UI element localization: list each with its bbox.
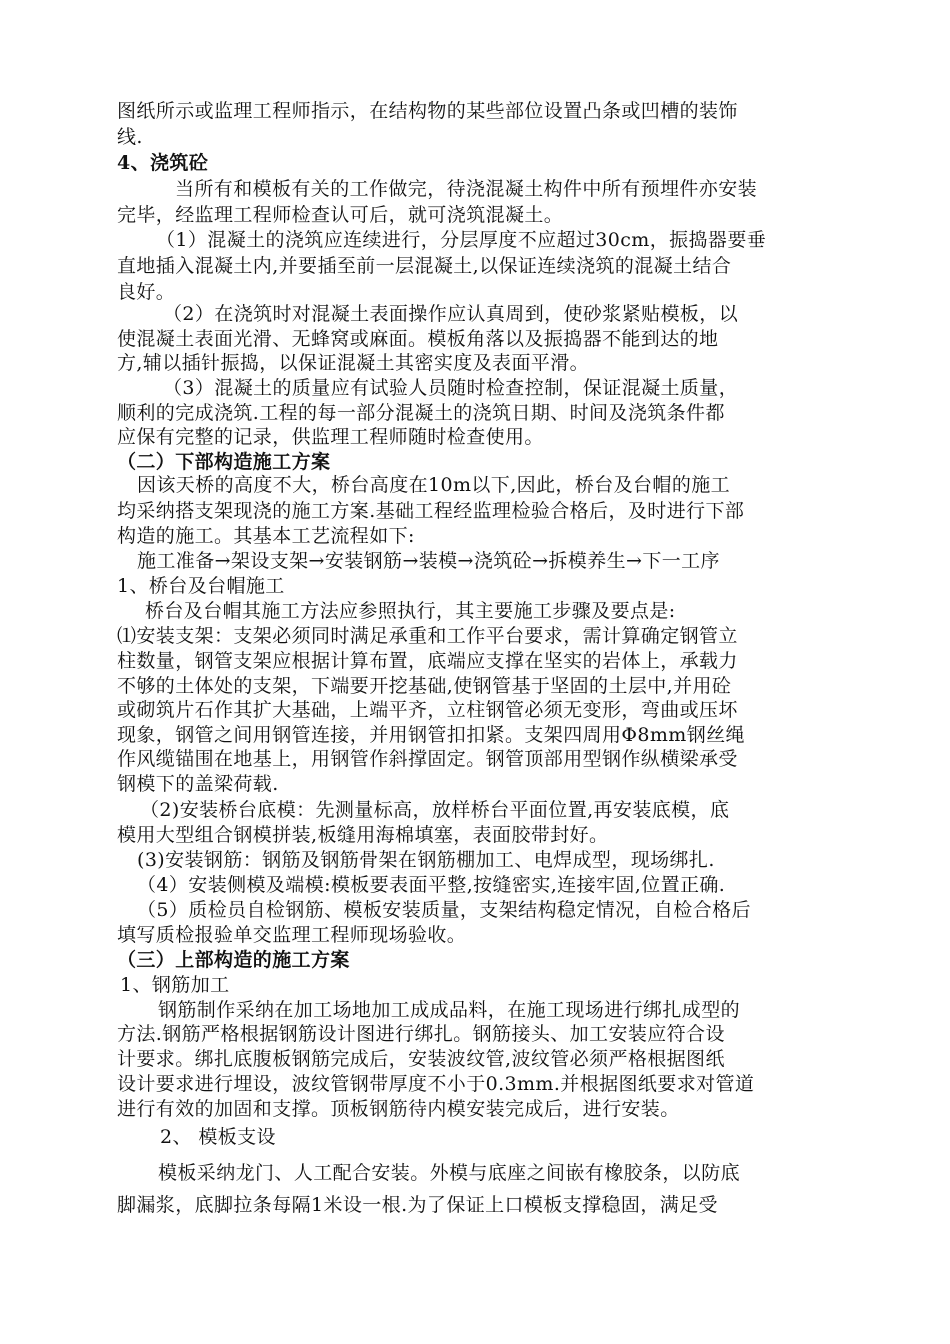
paragraph-start: 因该天桥的高度不大，桥台高度在10m以下,因此，桥台及台帽的施工 <box>137 474 731 496</box>
text-line: 现象，钢管之间用钢管连接，并用钢管扣扣紧。支架四周用Φ8mm钢丝绳 <box>117 724 745 746</box>
text-line: 方,辅以插针振捣，以保证混凝土其密实度及表面平滑。 <box>117 352 590 374</box>
text-line: 作风缆锚围在地基上，用钢管作斜撑固定。钢管顶部用型钢作纵横梁承受 <box>117 748 738 770</box>
text-line: 应保有完整的记录，供监理工程师随时检查使用。 <box>117 426 544 448</box>
text-line: 使混凝土表面光滑、无蜂窝或麻面。模板角落以及振捣器不能到达的地 <box>117 328 719 350</box>
subsection-heading: 1、桥台及台帽施工 <box>117 575 285 597</box>
text-line: 均采纳搭支架现浇的施工方案.基础工程经监理检验合格后，及时进行下部 <box>117 500 745 522</box>
text-line: 柱数量，钢管支架应根据计算布置，底端应支撑在坚实的岩体上，承载力 <box>117 650 738 672</box>
list-item: (3)安装钢筋：钢筋及钢筋骨架在钢筋棚加工、电焊成型，现场绑扎. <box>137 849 715 871</box>
text-line: 钢模下的盖梁荷载. <box>117 773 279 795</box>
paragraph-start: 模板采纳龙门、人工配合安装。外模与底座之间嵌有橡胶条，以防底 <box>158 1162 741 1184</box>
list-item: （3）混凝土的质量应有试验人员随时检查控制，保证混凝土质量， <box>163 377 739 399</box>
process-flow: 施工准备→架设支架→安装钢筋→装模→浇筑砼→拆模养生→下一工序 <box>137 550 720 572</box>
paragraph-start: 钢筋制作采纳在加工场地加工成成品料，在施工现场进行绑扎成型的 <box>158 999 741 1021</box>
list-item: （5）质检员自检钢筋、模板安装质量，支架结构稳定情况，自检合格后 <box>137 899 751 921</box>
paragraph-start: 桥台及台帽其施工方法应参照执行，其主要施工步骤及要点是: <box>145 600 676 622</box>
text-line: 图纸所示或监理工程师指示，在结构物的某些部位设置凸条或凹槽的装饰 <box>117 100 738 122</box>
text-line: 线. <box>117 126 143 148</box>
list-item: （2)安装桥台底模：先测量标高，放样桥台平面位置,再安装底模，底 <box>140 799 730 821</box>
section-heading: 4、浇筑砼 <box>117 152 209 174</box>
text-line: 计要求。绑扎底腹板钢筋完成后，安装波纹管,波纹管必须严格根据图纸 <box>117 1048 725 1070</box>
text-line: 或砌筑片石作其扩大基础，上端平齐，立柱钢管必须无变形，弯曲或压坏 <box>117 699 738 721</box>
text-line: 良好。 <box>117 281 176 303</box>
list-item: ⑴安装支架：支架必须同时满足承重和工作平台要求，需计算确定钢管立 <box>117 625 738 647</box>
list-item: （4）安装侧模及端模:模板要表面平整,按缝密实,连接牢固,位置正确. <box>137 874 726 896</box>
text-line: 进行有效的加固和支撑。顶板钢筋待内模安装完成后，进行安装。 <box>117 1098 680 1120</box>
subsection-heading: 1、钢筋加工 <box>120 974 230 996</box>
text-line: 填写质检报验单交监理工程师现场验收。 <box>117 924 467 946</box>
text-line: 脚漏浆，底脚拉条每隔1米设一根.为了保证上口模板支撑稳固，满足受 <box>117 1194 718 1216</box>
text-line: 模用大型组合钢模拼装,板缝用海棉填塞，表面胶带封好。 <box>117 824 609 846</box>
text-line: 直地插入混凝土内,并要插至前一层混凝土,以保证连续浇筑的混凝土结合 <box>117 255 732 277</box>
text-line: 设计要求进行埋设，波纹管钢带厚度不小于0.3mm.并根据图纸要求对管道 <box>117 1073 755 1095</box>
text-line: 构造的施工。其基本工艺流程如下: <box>117 525 415 547</box>
text-line: 顺利的完成浇筑.工程的每一部分混凝土的浇筑日期、时间及浇筑条件都 <box>117 402 725 424</box>
text-line: 完毕，经监理工程师检查认可后，就可浇筑混凝土。 <box>117 204 564 226</box>
list-item: （2）在浇筑时对混凝土表面操作应认真周到，使砂浆紧贴模板，以 <box>163 303 739 325</box>
subsection-heading: 2、 模板支设 <box>160 1126 276 1148</box>
text-line: 不够的土体处的支架，下端要开挖基础,使钢管基于坚固的土层中,并用砼 <box>117 675 732 697</box>
text-line: 方法.钢筋严格根据钢筋设计图进行绑扎。钢筋接头、加工安装应符合设 <box>117 1023 725 1045</box>
paragraph-start: 当所有和模板有关的工作做完，待浇混凝土构件中所有预埋件亦安装 <box>175 178 758 200</box>
section-heading: （三）上部构造的施工方案 <box>117 949 350 971</box>
section-heading: （二）下部构造施工方案 <box>117 451 331 473</box>
list-item: （1）混凝土的浇筑应连续进行，分层厚度不应超过30cm，振捣器要垂 <box>156 229 767 251</box>
